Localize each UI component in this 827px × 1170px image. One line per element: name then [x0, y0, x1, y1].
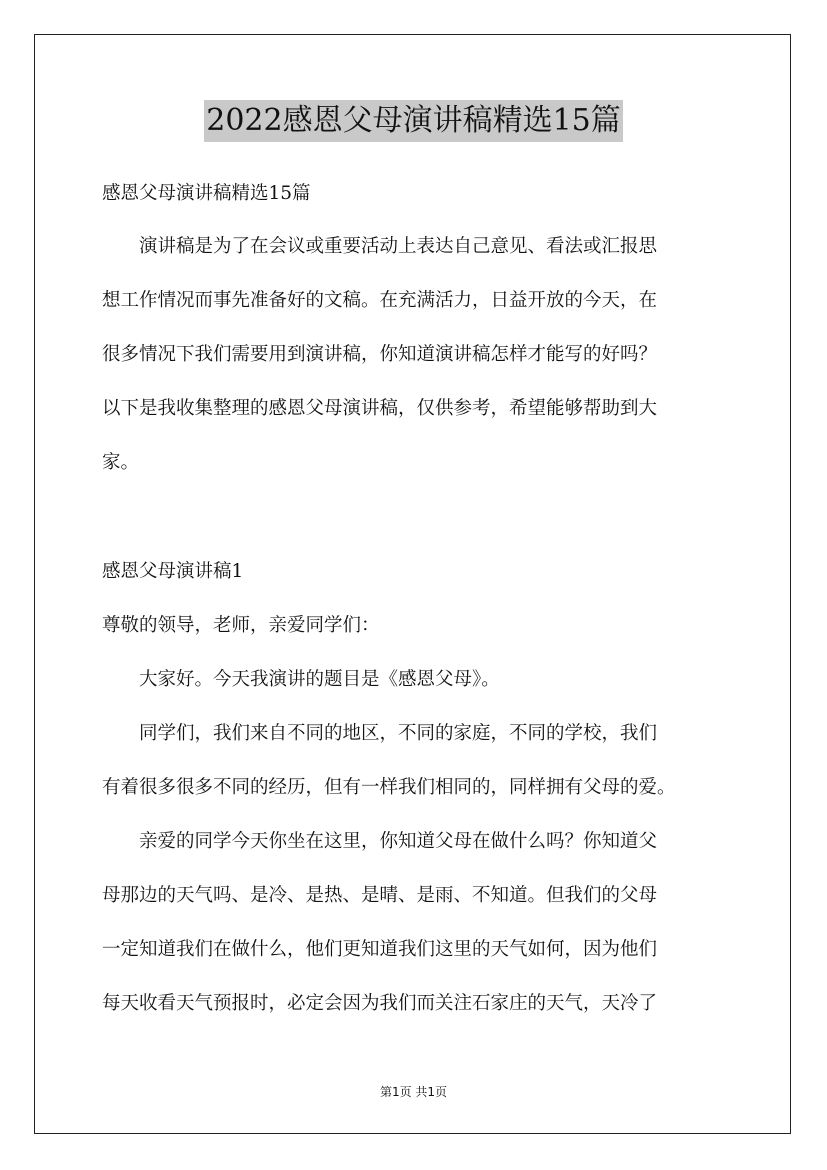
paragraph-line: 同学们，我们来自不同的地区，不同的家庭，不同的学校，我们 [139, 723, 658, 744]
paragraph-line: 很多情况下我们需要用到演讲稿，你知道演讲稿怎样才能写的好吗？ [102, 344, 658, 365]
paragraph-line: 大家好。今天我演讲的题目是《感恩父母》。 [139, 669, 500, 690]
paragraph-line: 每天收看天气预报时，必定会因为我们而关注石家庄的天气，天冷了 [102, 993, 658, 1014]
page-footer: 第1页 共1页 [379, 1085, 448, 1099]
greeting-line: 尊敬的领导，老师，亲爱同学们： [102, 615, 380, 636]
document-title: 2022感恩父母演讲稿精选15篇 [204, 100, 623, 142]
paragraph-line: 有着很多很多不同的经历，但有一样我们相同的，同样拥有父母的爱。 [102, 777, 676, 798]
title-container [0, 100, 827, 142]
paragraph-line: 家。 [102, 452, 140, 473]
section-heading: 感恩父母演讲稿1 [102, 561, 244, 582]
document-subtitle: 感恩父母演讲稿精选15篇 [102, 183, 311, 204]
paragraph-line: 母那边的天气吗、是冷、是热、是晴、是雨、不知道。但我们的父母 [102, 885, 658, 906]
paragraph-line: 一定知道我们在做什么，他们更知道我们这里的天气如何，因为他们 [102, 939, 658, 960]
paragraph-line: 以下是我收集整理的感恩父母演讲稿，仅供参考，希望能够帮助到大 [102, 398, 658, 419]
paragraph-line: 亲爱的同学今天你坐在这里，你知道父母在做什么吗？你知道父 [139, 831, 658, 852]
paragraph-line: 演讲稿是为了在会议或重要活动上表达自己意见、看法或汇报思 [139, 236, 658, 257]
paragraph-line: 想工作情况而事先准备好的文稿。在充满活力，日益开放的今天，在 [102, 290, 658, 311]
